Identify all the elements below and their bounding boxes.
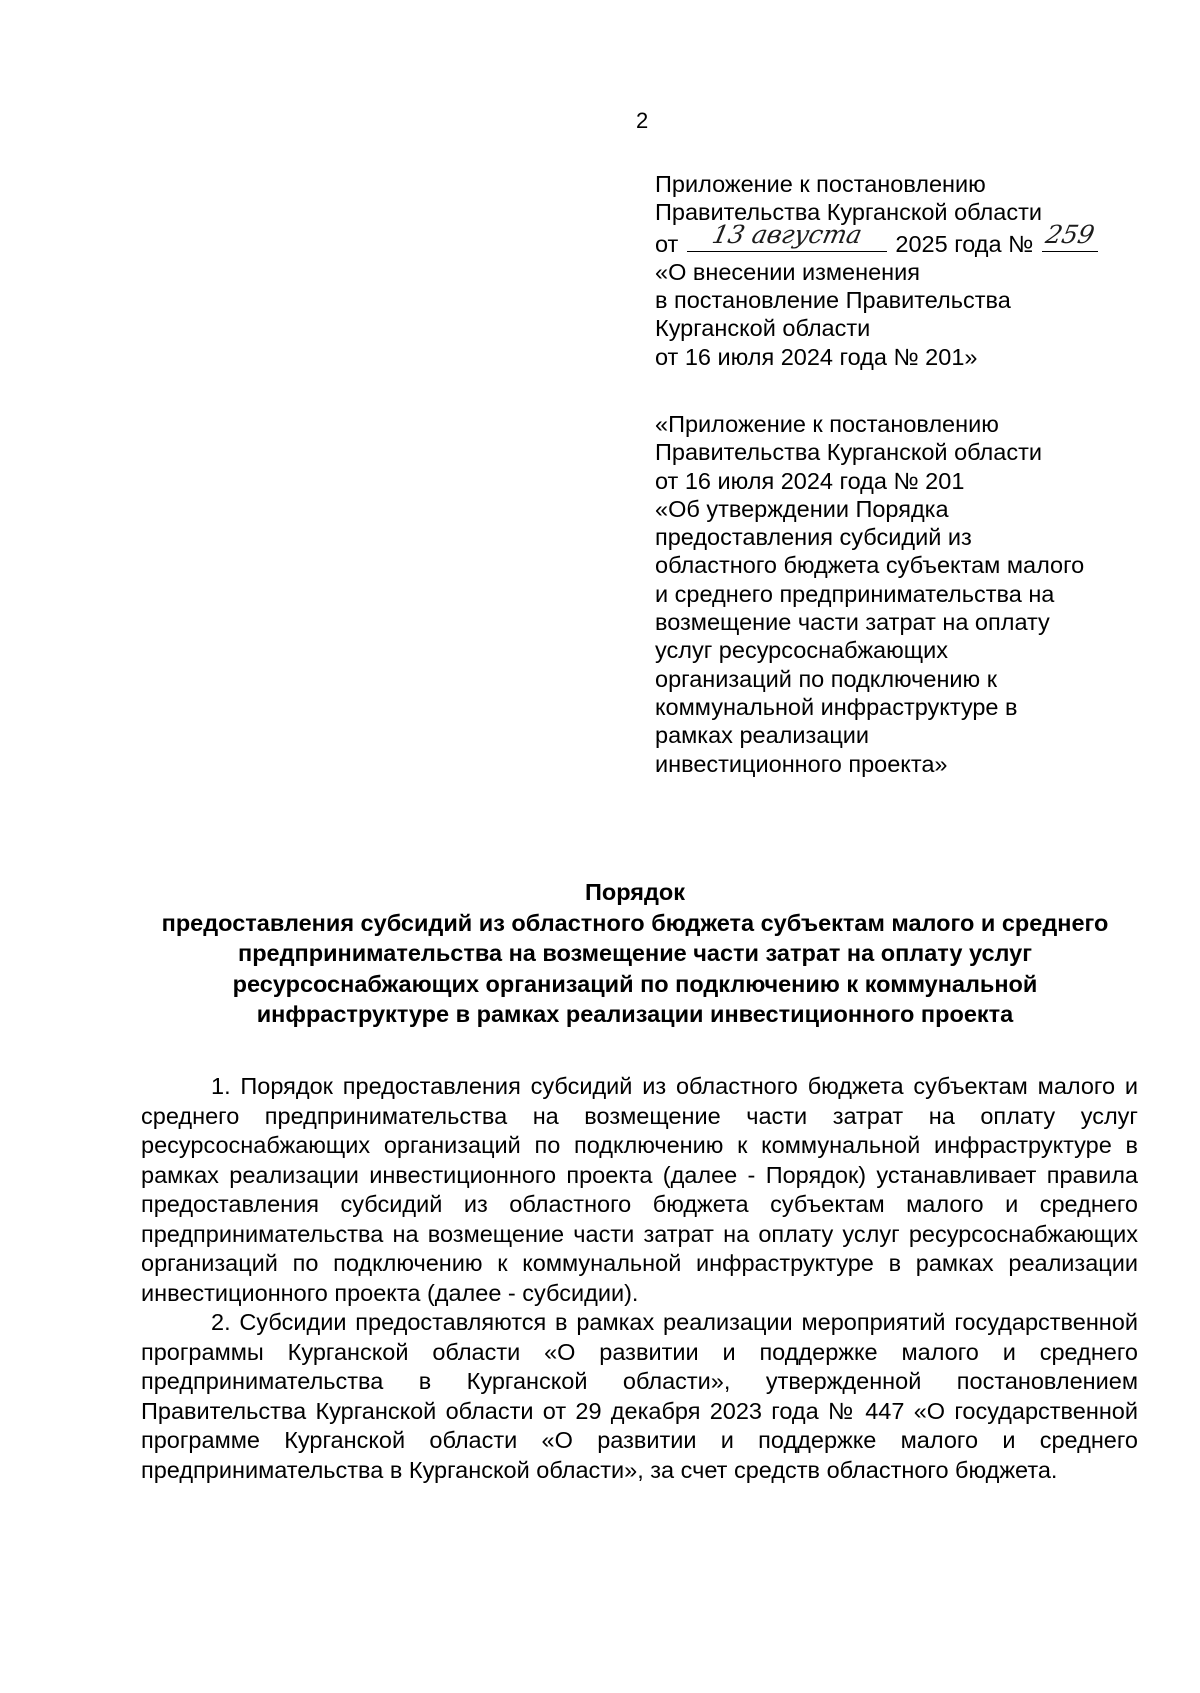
prior-appendix-line: областного бюджета субъектам малого	[655, 552, 1085, 579]
number-fill-field	[1042, 220, 1098, 252]
prior-appendix-line: предоставления субсидий из	[655, 524, 972, 551]
prior-appendix-line: «Об утверждении Порядка	[655, 495, 949, 522]
prior-appendix-line: и среднего предпринимательства на	[655, 580, 1055, 607]
appendix-line: от 16 июля 2024 года № 201»	[655, 343, 978, 370]
prior-appendix-line: организаций по подключению к	[655, 665, 997, 692]
page-number: 2	[636, 108, 649, 133]
appendix-line: Приложение к постановлению	[655, 171, 986, 197]
appendix-block	[655, 170, 1195, 371]
handwritten-number: 259	[1043, 220, 1097, 250]
appendix-line: «О внесении изменения	[655, 258, 920, 285]
appendix-line: в постановление Правительства	[655, 287, 1011, 314]
handwritten-date: 13 августа	[709, 220, 865, 250]
appendix-line: Правительства Курганской области	[655, 199, 1042, 226]
appendix-line: Курганской области	[655, 315, 871, 342]
date-fill-field	[687, 220, 887, 252]
document-title	[150, 877, 1120, 1030]
date-prefix: от	[655, 230, 679, 257]
prior-appendix-line: коммунальной инфраструктуре в	[655, 693, 1018, 720]
prior-appendix-line: инвестиционного проекта»	[655, 750, 948, 777]
title-subtitle: предоставления субсидий из областного бюджета субъектам малого и среднего предпринимательства на возмещение части затрат на оплату услуг ресурсоснабжающих организаций по подключению к коммунальной инфраструктуре в рамках реализации инвестиционного проекта	[161, 909, 1109, 1027]
prior-appendix-line: рамках реализации	[655, 722, 870, 749]
paragraph-1: 1. Порядок предоставления субсидий из областного бюджета субъектам малого и среднего предпринимательства на возмещение части затрат на оплату услуг ресурсоснабжающих организаций по подключению к коммунальной инфраструктуре в рамках реализации инвестиционного проекта (далее - Порядок) устанавливает правила предоставления субсидий из областного бюджета субъектам малого и среднего предпринимательства на возмещение части затрат на оплату услуг ресурсоснабжающих организаций по подключению к коммунальной инфраструктуре в рамках реализации инвестиционного проекта (далее - субсидии).	[141, 1073, 1138, 1306]
date-suffix: 2025 года №	[895, 230, 1034, 257]
prior-appendix-line: от 16 июля 2024 года № 201	[655, 467, 965, 494]
document-body	[141, 1072, 1138, 1485]
prior-appendix-line: возмещение части затрат на оплату	[655, 609, 1050, 636]
paragraph-2: 2. Субсидии предоставляются в рамках реализации мероприятий государственной программы Курганской области «О развитии и поддержке малого и среднего предпринимательства в Курганской области», утвержденной постановлением Правительства Курганской области от 29 декабря 2023 года № 447 «О государственной программе Курганской области «О развитии и поддержке малого и среднего предпринимательства в Курганской области», за счет средств областного бюджета.	[141, 1309, 1138, 1483]
prior-appendix-line: услуг ресурсоснабжающих	[655, 637, 948, 664]
prior-appendix-block	[655, 410, 1195, 778]
prior-appendix-line: Правительства Курганской области	[655, 439, 1042, 466]
prior-appendix-line: «Приложение к постановлению	[655, 411, 999, 437]
title-heading: Порядок	[584, 879, 686, 905]
appendix-date-line	[655, 220, 1195, 258]
